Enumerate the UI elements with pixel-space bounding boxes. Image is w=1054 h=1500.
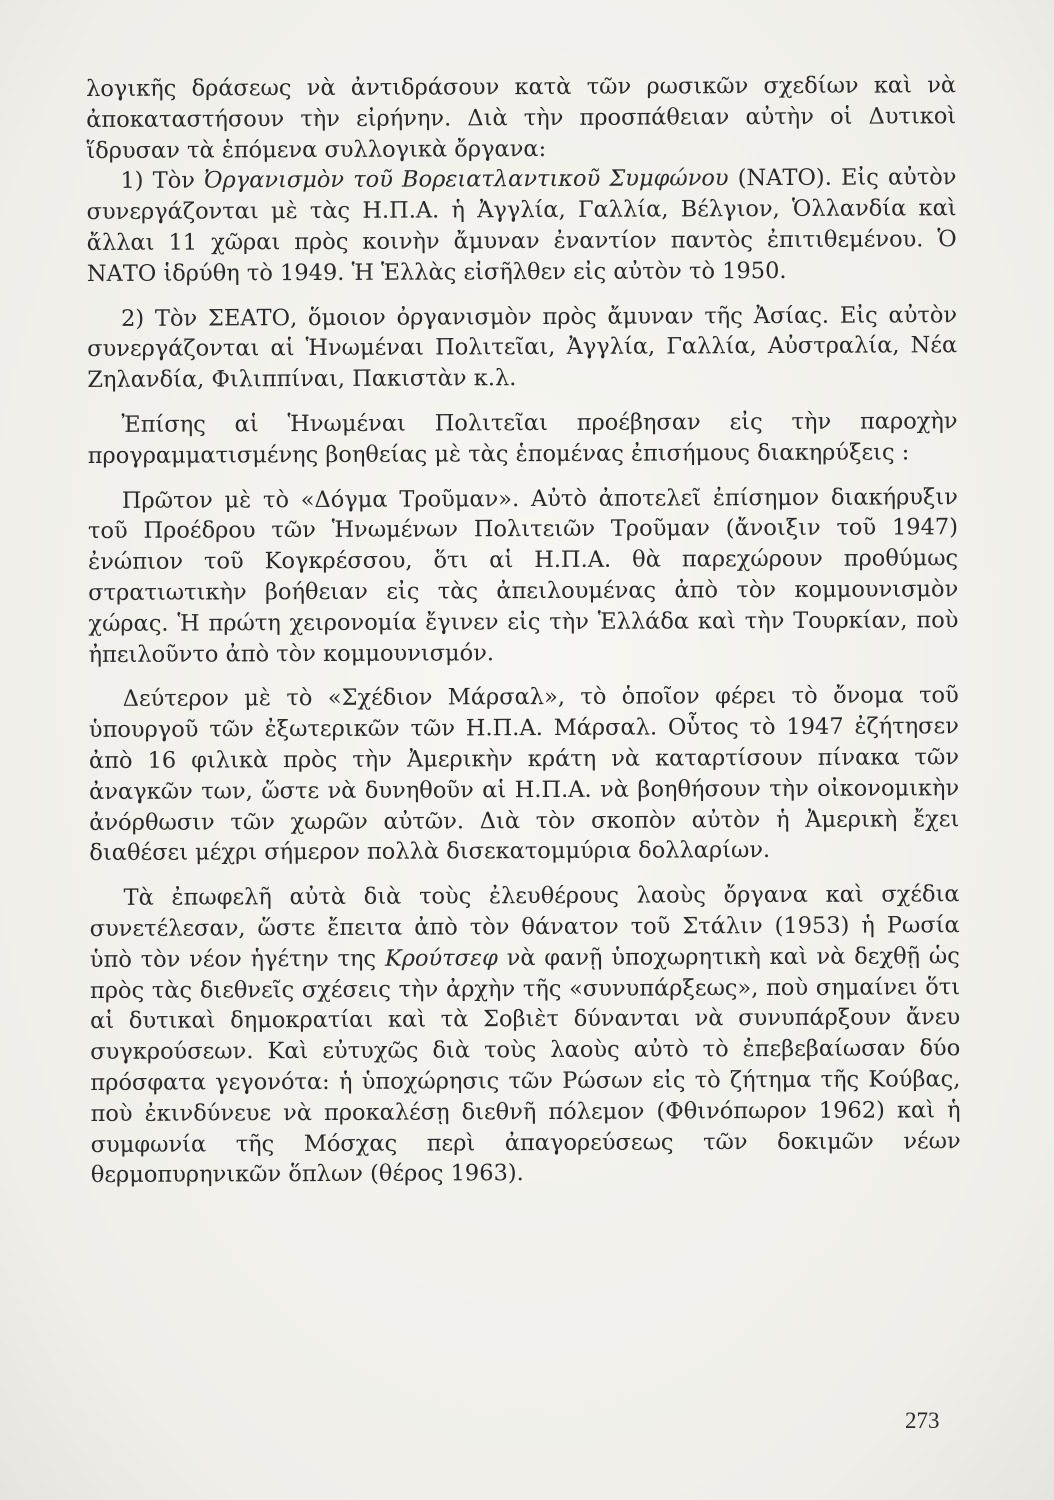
paragraph-seato: 2) Τὸν ΣΕΑΤΟ, ὅμοιον ὀργανισμὸν πρὸς ἄμυναν τῆς Ἀσίας. Εἰς αὐτὸν συνεργάζονται αἱ Ἡνωμέναι Πολιτεῖαι, Ἀγγλία, Γαλλία, Αὐστραλία, Νέα Ζηλανδία, Φιλιππίναι, Πακιστὰν κ.λ. <box>87 301 958 394</box>
khrushchev-name-italic: Κρούτσεφ <box>384 944 498 972</box>
paragraph-declarations: Ἐπίσης αἱ Ἡνωμέναι Πολιτεῖαι προέβησαν εἰς τὴν παροχὴν προγραμματισμένης βοηθείας μὲ τὰς ἑπομένας ἐπισήμους διακηρύξεις : <box>87 408 958 469</box>
paragraph-marshall-plan: Δεύτερον μὲ τὸ «Σχέδιον Μάρσαλ», τὸ ὁποῖον φέρει τὸ ὄνομα τοῦ ὑπουργοῦ τῶν ἐξωτερικῶν τῶν Η.Π.Α. Μάρσαλ. Οὗτος τὸ 1947 ἐζήτησεν ἀπὸ 16 φιλικὰ πρὸς τὴν Ἀμερικὴν κράτη νὰ καταρτίσουν πίνακα τῶν ἀναγκῶν των, ὥστε νὰ δυνηθοῦν αἱ Η.Π.Α. νὰ βοηθήσουν τὴν οἰκονομικὴν ἀνόρθωσιν τῶν χωρῶν αὐτῶν. Διὰ τὸν σκοπὸν αὐτὸν ἡ Ἀμερικὴ ἔχει διαθέσει μέχρι σήμερον πολλὰ δισεκατομμύρια δολλαρίων. <box>88 682 960 867</box>
coexistence-body: νὰ φανῇ ὑποχωρητικὴ καὶ νὰ δεχθῇ ὡς πρὸς τὰς διεθνεῖς σχέσεις τὴν ἀρχὴν τῆς «συνυπάρξεως», ποὺ σημαίνει ὅτι αἱ δυτικαὶ δημοκρατίαι καὶ τὰ Σοβιὲτ δύνανται νὰ συνυπάρξουν ἄνευ συγκρούσεων. Καὶ εὐτυχῶς διὰ τοὺς λαοὺς αὐτὸ τὸ ἐπεβεβαίωσαν δύο πρόσφατα γεγονότα: ἡ ὑποχώρησις τῶν Ρώσων εἰς τὸ ζήτημα τῆς Κούβας, ποὺ ἐκινδύνευε νὰ προκαλέσῃ διεθνῆ πόλεμον (Φθινόπωρον 1962) καὶ ἡ συμφωνία τῆς Μόσχας περὶ ἀπαγορεύσεως τῶν δοκιμῶν νέων θερμοπυρηνικῶν ὅπλων (θέρος 1963). <box>89 942 961 1189</box>
paragraph-nato <box>86 163 957 290</box>
nato-name-italic: Ὀργανισμὸν τοῦ Βορειατλαντικοῦ Συμφώνου <box>204 165 729 194</box>
coexistence-intro: Τὰ ἐπωφελῆ αὐτὰ διὰ τοὺς ἐλευθέρους λαοὺς ὄργανα καὶ σχέδια συνετέλεσαν, ὥστε ἔπειτα ἀπὸ τὸν θάνατον τοῦ Στάλιν (1953) ἡ Ρωσία ὑπὸ τὸν νέον ἡγέτην της <box>89 881 960 973</box>
body-text <box>86 70 961 1191</box>
nato-body: (ΝΑΤΟ). Εἰς αὐτὸν συνεργάζονται μὲ τὰς Η.Π.Α. ἡ Ἀγγλία, Γαλλία, Βέλγιον, Ὁλλανδία καὶ ἄλλαι 11 χῶραι πρὸς κοινὴν ἄμυναν ἐναντίον παντὸς ἐπιτιθεμένου. Ὁ ΝΑΤΟ ἱδρύθη τὸ 1949. Ἡ Ἑλλὰς εἰσῆλθεν εἰς αὐτὸν τὸ 1950. <box>86 164 957 287</box>
paragraph-coexistence <box>90 879 961 1191</box>
paragraph-truman-doctrine: Πρῶτον μὲ τὸ «Δόγμα Τροῦμαν». Αὐτὸ ἀποτελεῖ ἐπίσημον διακήρυξιν τοῦ Προέδρου τῶν Ἡνωμένων Πολιτειῶν Τροῦμαν (ἄνοιξιν τοῦ 1947) ἐνώπιον τοῦ Κογκρέσσου, ὅτι αἱ Η.Π.Α. θὰ παρεχώρουν προθύμως στρατιωτικὴν βοήθειαν εἰς τὰς ἀπειλουμένας ἀπὸ τὸν κομμουνισμὸν χώρας. Ἡ πρώτη χειρονομία ἔγινεν εἰς τὴν Ἑλλάδα καὶ τὴν Τουρκίαν, ποὺ ἠπειλοῦντο ἀπὸ τὸν κομμουνισμόν. <box>87 483 959 668</box>
paragraph-continuation: λογικῆς δράσεως νὰ ἀντιδράσουν κατὰ τῶν ρωσικῶν σχεδίων καὶ νὰ ἀποκαταστήσουν τὴν εἰρήνην. Διὰ τὴν προσπάθειαν αὐτὴν οἱ Δυτικοὶ ἵδρυσαν τὰ ἑπόμενα συλλογικὰ ὄργανα: <box>86 72 957 164</box>
page-number: 273 <box>905 1408 940 1433</box>
nato-intro: 1) Τὸν <box>120 167 205 195</box>
